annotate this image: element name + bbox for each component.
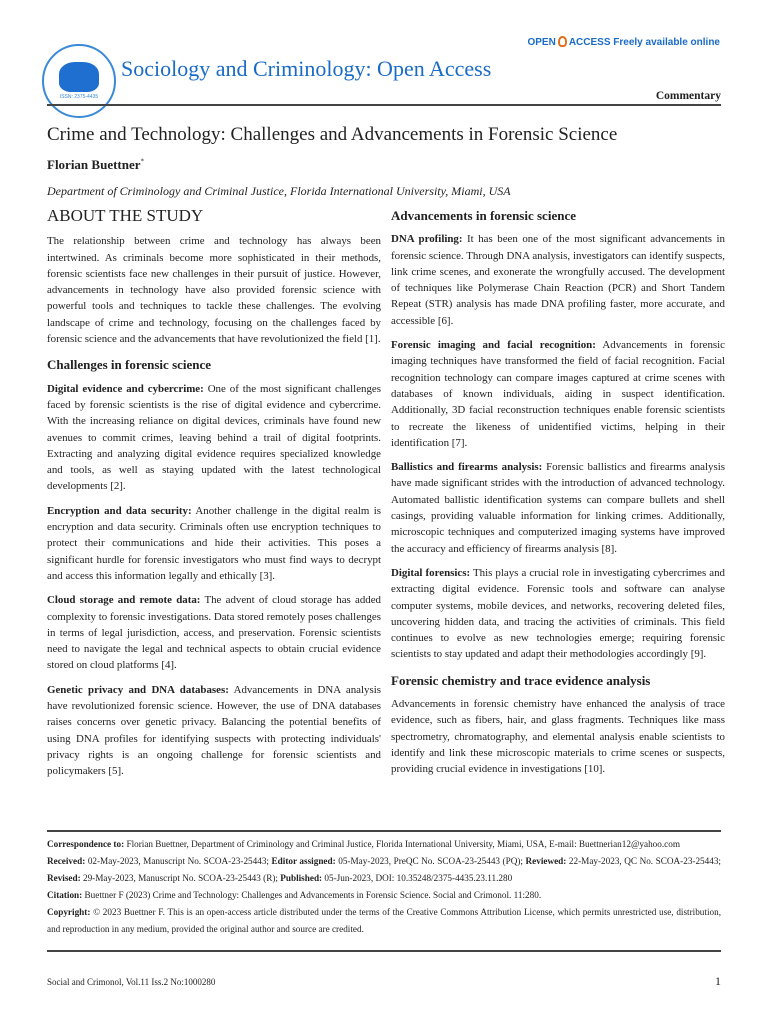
chemistry-paragraph: Advancements in forensic chemistry have enhanced the analysis of trace evidence, such as fibers, hair, and glass fragments. Techniques like mass spectrometry, chromatography, and elemental analysis enable scientists to identify and link these microscopic materials to crime scenes or suspects, providing crucial evidence in investigations [10]. <box>391 698 725 776</box>
author-name: Florian Buettner <box>47 157 141 172</box>
value: 22-May-2023, QC No. SCOA-23-25443; <box>566 856 721 866</box>
article-metadata <box>47 836 721 938</box>
meta-divider-bottom <box>47 950 721 952</box>
paragraph <box>391 231 725 329</box>
para-text: Advancements in DNA analysis have revolutionized forensic science. However, the use of DNA databases raises concerns over genetic privacy. Balancing the potential benefits of using DNA profiles for identifying suspects with protecting individuals' privacy rights is an ongoing challenge for forensic scientists and policymakers [5]. <box>47 683 381 778</box>
heading-about: ABOUT THE STUDY <box>47 206 204 225</box>
header-divider <box>47 104 721 106</box>
value: 05-Jun-2023, DOI: 10.35248/2375-4435.23.11.280 <box>322 873 513 883</box>
oa-open: OPEN <box>527 37 556 48</box>
para-lead: Digital forensics: <box>391 566 471 579</box>
paragraph <box>47 503 381 584</box>
heading-chemistry: Forensic chemistry and trace evidence analysis <box>391 672 651 688</box>
label: Reviewed: <box>525 856 567 866</box>
value: © 2023 Buettner F. This is an open-access article distributed under the terms of the Creative Commons Attribution License, which permits unrestricted use, distribution, and reproduction in any medium, provided the original author and source are credited. <box>47 907 721 934</box>
article-title: Crime and Technology: Challenges and Advancements in Forensic Science <box>47 124 618 145</box>
dates <box>47 853 721 887</box>
paragraph <box>391 565 725 663</box>
paragraph <box>391 337 725 451</box>
right-column <box>391 208 725 786</box>
para-lead: DNA profiling: <box>391 233 463 246</box>
value: 29-May-2023, Manuscript No. SCOA-23-25443 (R); <box>80 873 281 883</box>
heading-advancements: Advancements in forensic science <box>391 208 576 223</box>
footer-journal-ref: Social and Crimonol, Vol.11 Iss.2 No:1000280 <box>47 977 216 987</box>
para-text: Advancements in forensic imaging techniques have transformed the field of facial recognition. Facial recognition technology can compare images captured at crime scenes with databases of known individuals, aiding in suspect identification. Additionally, 3D facial reconstruction techniques enable forensic scientists to recreate the likeness of unidentified victims, helping in their identification [7]. <box>391 339 725 449</box>
paragraph <box>47 682 381 780</box>
label: Correspondence to: <box>47 839 125 849</box>
para-lead: Cloud storage and remote data: <box>47 594 201 607</box>
author <box>47 157 144 173</box>
people-icon <box>59 62 99 92</box>
logo-issn: ISSN: 2375-4435 <box>59 94 99 100</box>
value: Florian Buettner, Department of Criminology and Criminal Justice, Florida International University, Miami, USA, E-mail: Buettnerian12@yahoo.com <box>124 839 680 849</box>
intro-paragraph: The relationship between crime and technology has always been intertwined. As criminals become more sophisticated in their methods, forensic scientists face new challenges in their pursuit of justice. However, advancements in technology have also provided forensic science with powerful tools and techniques to tackle these challenges. The evolving landscape of crime and technology, focusing on the challenges faced by forensic science and the advancements that have revolutionized the field [1]. <box>47 235 381 346</box>
para-lead: Digital evidence and cybercrime: <box>47 382 204 395</box>
oa-access: ACCESS Freely available online <box>568 37 720 48</box>
article-type: Commentary <box>655 90 721 102</box>
paragraph <box>47 592 381 673</box>
paragraph <box>47 381 381 495</box>
paragraph <box>391 459 725 557</box>
left-column <box>47 208 381 788</box>
journal-logo <box>42 44 116 118</box>
page-number: 1 <box>715 974 721 988</box>
value: 02-May-2023, Manuscript No. SCOA-23-25443; <box>85 856 272 866</box>
citation <box>47 887 721 904</box>
journal-name: Sociology and Criminology: Open Access <box>121 56 492 81</box>
author-mark: * <box>140 157 145 166</box>
value: Buettner F (2023) Crime and Technology: Challenges and Advancements in Forensic Science. Social and Crimonol. 11:280. <box>82 890 542 900</box>
open-lock-icon <box>558 36 567 47</box>
meta-divider-top <box>47 830 721 832</box>
para-lead: Encryption and data security: <box>47 504 192 517</box>
para-lead: Forensic imaging and facial recognition: <box>391 339 596 352</box>
affiliation: Department of Criminology and Criminal Justice, Florida International University, Miami, USA <box>47 184 511 198</box>
correspondence <box>47 836 721 853</box>
para-text: The advent of cloud storage has added complexity to forensic investigations. Data stored remotely poses challenges in terms of legal jurisdiction, access, and preservation. Forensic scientists need to navigate the legal and technical aspects to obtain crucial evidence stored on cloud platforms [4]. <box>47 594 382 672</box>
label: Received: <box>47 856 86 866</box>
para-lead: Genetic privacy and DNA databases: <box>47 683 229 696</box>
para-text: Forensic ballistics and firearms analysis have made significant strides with the introduction of advanced technology. Automated ballistic identification systems can compare bullets and shell casings, providing valuable information for linking crimes. Additionally, microscopic techniques and computerized imaging systems have improved the accuracy and efficiency of firearms analysis [8]. <box>391 461 725 555</box>
para-text: Another challenge in the digital realm is encryption and data security. Criminals often use encryption techniques to protect their communications and hide their activities. This poses a significant hurdle for forensic investigators who must find ways to decrypt and access this information legally and ethically [3]. <box>47 504 382 582</box>
copyright <box>47 904 721 938</box>
value: 05-May-2023, PreQC No. SCOA-23-25443 (PQ); <box>335 856 526 866</box>
para-text: One of the most significant challenges faced by forensic scientists is the rise of digital evidence and cybercrime. With the increasing reliance on digital devices, criminals have found new avenues to commit crimes, leaving behind a trail of digital footprints. Extracting and analyzing digital evidence requires specialized knowledge and tools, as well as staying updated with the latest technological developments [2]. <box>47 382 381 493</box>
label: Editor assigned: <box>271 856 336 866</box>
label: Copyright: <box>47 907 91 917</box>
open-access-badge <box>527 36 720 48</box>
para-lead: Ballistics and firearms analysis: <box>391 461 543 474</box>
label: Citation: <box>47 890 83 900</box>
para-text: This plays a crucial role in investigating cybercrimes and extracting digital evidence. Forensic tools and software can analyse computer systems, mobile devices, and networks, recovering deleted files, uncovering hidden data, and tracing the activities of criminals. This field continues to evolve as new technologies emerge; requiring forensic scientists to stay updated and adapt their methodologies accordingly [9]. <box>391 566 726 661</box>
heading-challenges: Challenges in forensic science <box>47 357 212 373</box>
para-text: It has been one of the most significant advancements in forensic science. Through DNA analysis, investigators can identify suspects, link crime scenes, and exonerate the wrongfully accused. The development of techniques like Polymerase Chain Reaction (PCR) and Short Tandem Repeat (STR) analysis has made DNA profiling faster, more accurate, and accessible [6]. <box>391 233 725 327</box>
label: Revised: <box>47 873 81 883</box>
label: Published: <box>280 873 323 883</box>
